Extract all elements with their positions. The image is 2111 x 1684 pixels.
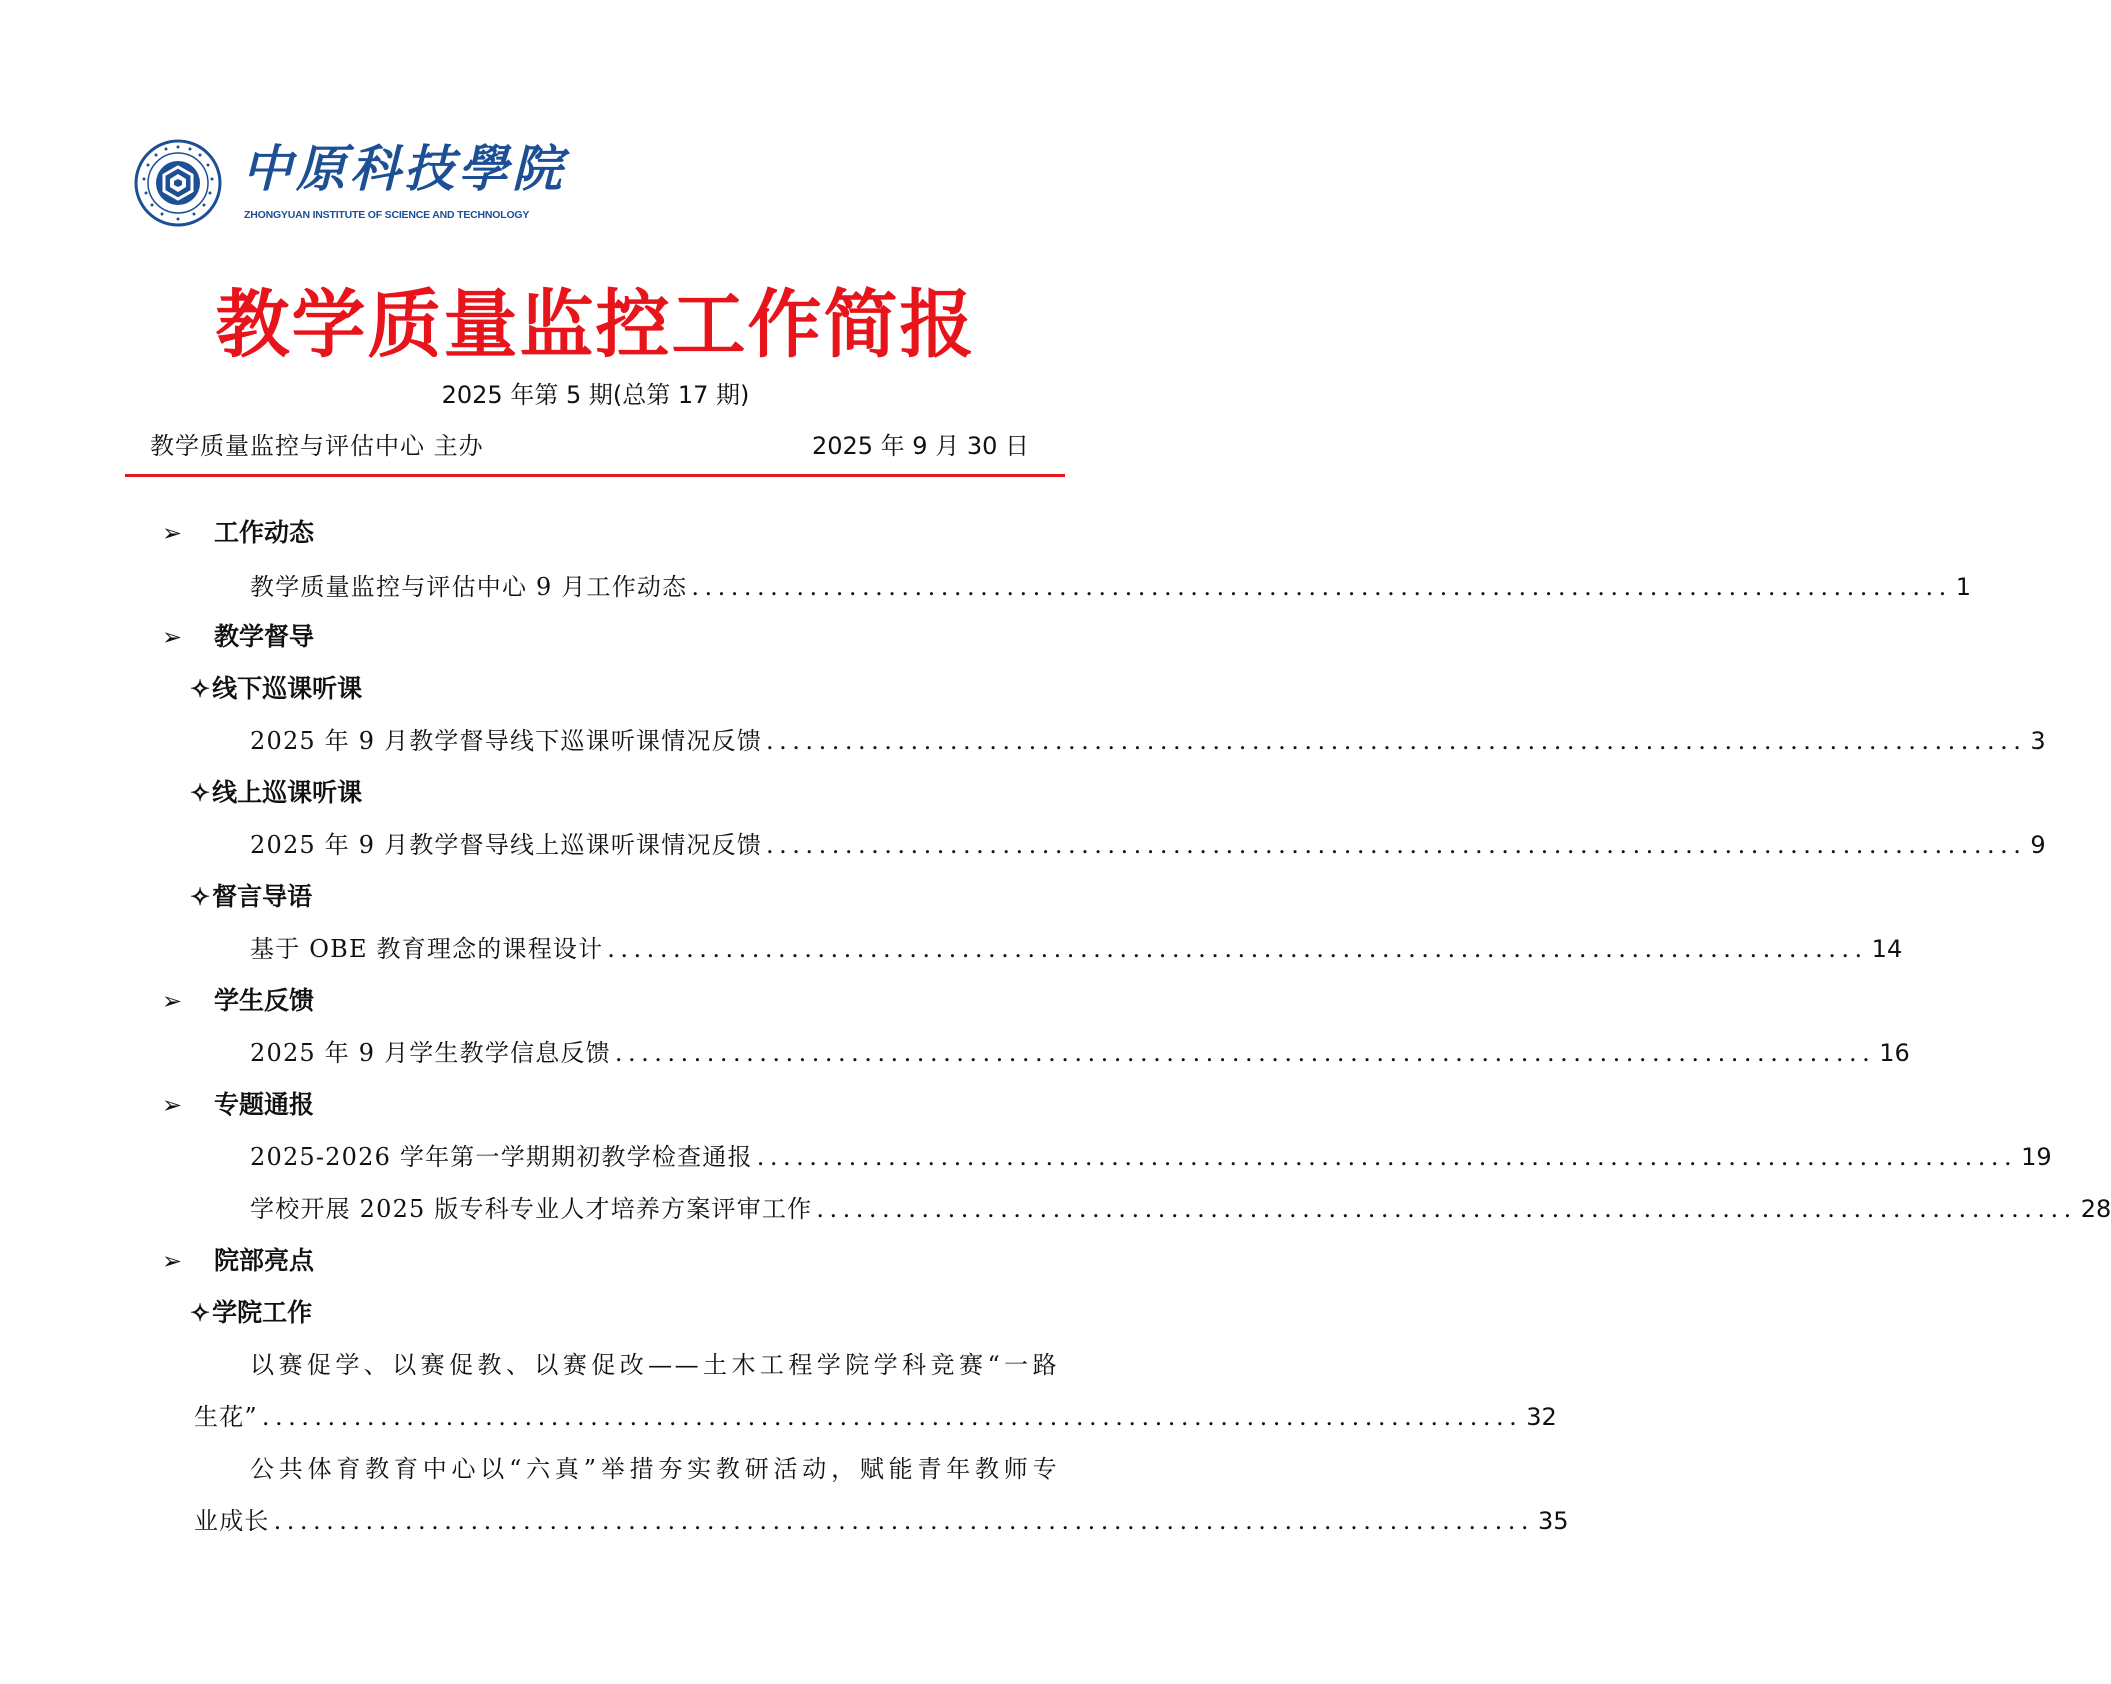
page-number: 9 (2030, 831, 2046, 859)
page-number: 1 (1955, 573, 1971, 601)
toc-subsection: ✧学院工作 (190, 1296, 312, 1330)
toc-entry[interactable]: 学校开展 2025 版专科专业人才培养方案评审工作 ................................................................................................ 28 (250, 1192, 1059, 1226)
toc-entry-line1[interactable]: 以赛促学、以赛促教、以赛促改——土木工程学院学科竞赛“一路 (250, 1351, 1059, 1379)
leader-dots: ................................................................................................ (756, 1143, 2018, 1171)
page-number: 28 (2080, 1195, 2111, 1223)
toc-section: ➢ 院部亮点 (162, 1244, 314, 1278)
host-organization: 教学质量监控与评估中心 主办 (150, 432, 484, 460)
bulletin-title: 教学质量监控工作简报 (215, 282, 976, 368)
toc-entry[interactable]: 生花” ................................................................................................ 32 (194, 1400, 1059, 1434)
leader-dots: ................................................................................................ (766, 831, 2027, 859)
toc-section: ➢ 教学督导 (162, 620, 314, 654)
arrow-bullet-icon: ➢ (162, 987, 183, 1015)
arrow-bullet-icon: ➢ (162, 1247, 183, 1275)
page-number: 19 (2021, 1143, 2052, 1171)
diamond-bullet-icon: ✧ (190, 882, 211, 911)
page-number: 16 (1879, 1039, 1910, 1067)
toc-section: ➢ 工作动态 (162, 516, 314, 550)
diamond-bullet-icon: ✧ (190, 778, 211, 807)
diamond-bullet-icon: ✧ (190, 674, 211, 703)
toc-subsection: ✧线下巡课听课 (190, 672, 362, 706)
toc-entry[interactable]: 2025 年 9 月教学督导线下巡课听课情况反馈 ................................................................................................ 3 (250, 724, 1059, 758)
leader-dots: ................................................................................................ (691, 573, 1952, 601)
leader-dots: ................................................................................................ (261, 1403, 1523, 1431)
publish-date: 2025 年 9 月 30 日 (811, 432, 1029, 460)
toc-section: ➢ 专题通报 (162, 1088, 314, 1122)
leader-dots: ................................................................................................ (607, 935, 1868, 963)
toc-entry[interactable]: 2025 年 9 月学生教学信息反馈 ................................................................................................ 16 (250, 1036, 1059, 1070)
leader-dots: ................................................................................................ (614, 1039, 1876, 1067)
arrow-bullet-icon: ➢ (162, 623, 183, 651)
page-number: 3 (2030, 727, 2046, 755)
toc-entry-line1[interactable]: 公共体育教育中心以“六真”举措夯实教研活动，赋能青年教师专 (250, 1455, 1059, 1483)
toc-subsection: ✧线上巡课听课 (190, 776, 362, 810)
arrow-bullet-icon: ➢ (162, 519, 183, 547)
toc-entry[interactable]: 2025 年 9 月教学督导线上巡课听课情况反馈 ................................................................................................ 9 (250, 828, 1059, 862)
issue-number: 2025 年第 5 期(总第 17 期) (441, 381, 750, 409)
school-name-en: ZHONGYUAN INSTITUTE OF SCIENCE AND TECHNOLOGY (244, 209, 530, 221)
arrow-bullet-icon: ➢ (162, 1091, 183, 1119)
toc-subsection: ✧督言导语 (190, 880, 312, 914)
toc-entry[interactable]: 2025-2026 学年第一学期期初教学检查通报 ................................................................................................ 19 (250, 1140, 1059, 1174)
page-number: 35 (1537, 1507, 1569, 1535)
school-name-cn: 中原科技學院 (242, 139, 566, 198)
page-number: 32 (1526, 1403, 1557, 1431)
toc-entry[interactable]: 教学质量监控与评估中心 9 月工作动态 ................................................................................................ 1 (250, 570, 1059, 604)
leader-dots: ................................................................................................ (273, 1507, 1534, 1535)
leader-dots: ................................................................................................ (766, 727, 2027, 755)
toc-entry[interactable]: 基于 OBE 教育理念的课程设计 ................................................................................................ 14 (250, 932, 1059, 966)
page-number: 14 (1871, 935, 1903, 963)
toc-entry[interactable]: 业成长 ................................................................................................ 35 (194, 1504, 1059, 1538)
toc-section: ➢ 学生反馈 (162, 984, 314, 1018)
diamond-bullet-icon: ✧ (190, 1298, 211, 1327)
leader-dots: ................................................................................................ (816, 1195, 2077, 1223)
